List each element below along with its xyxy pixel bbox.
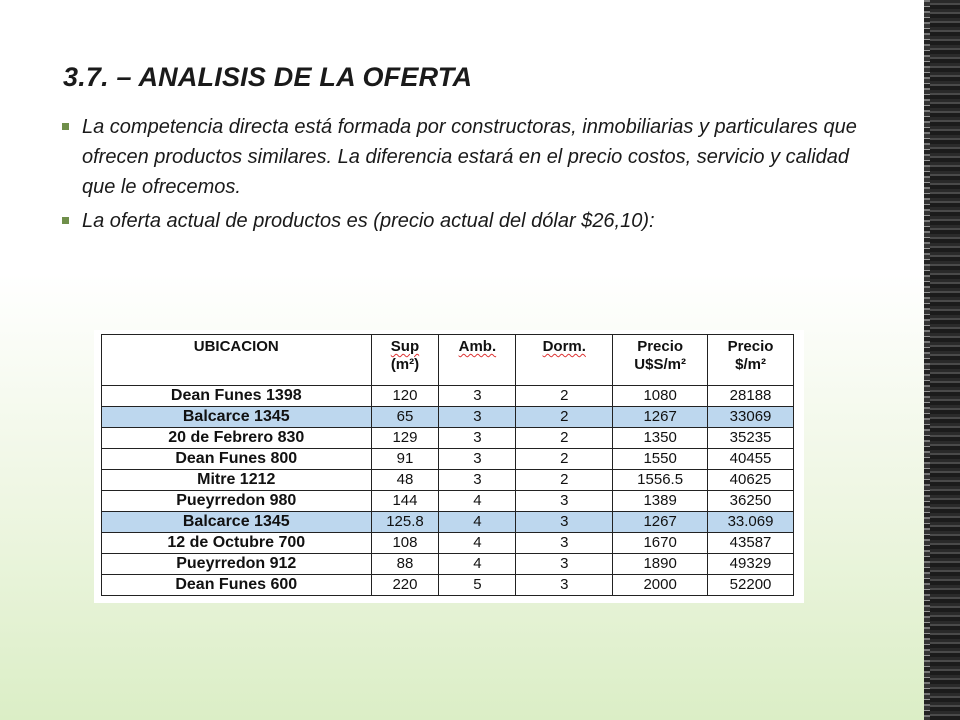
square-bullet-icon xyxy=(62,123,69,130)
cell-dorm: 3 xyxy=(516,533,613,554)
cell-dorm: 2 xyxy=(516,470,613,491)
table-row xyxy=(102,491,794,512)
cell-amb: 4 xyxy=(439,533,516,554)
bullet-text: La competencia directa está formada por constructoras, inmobiliarias y particulares que ofrecen productos similares. La diferencia estará en el precio costos, servicio y calidad que le ofrecemos. xyxy=(82,116,857,198)
header-precio-usd: Precio U$S/m² xyxy=(613,335,708,386)
cell-sup: 91 xyxy=(371,449,439,470)
offer-table-image xyxy=(94,330,804,603)
cell-dorm: 3 xyxy=(516,554,613,575)
header-sup: Sup (m²) xyxy=(371,335,439,386)
cell-ubicacion: 20 de Febrero 830 xyxy=(102,428,372,449)
header-dorm: Dorm. xyxy=(516,335,613,386)
offer-table xyxy=(101,334,794,596)
cell-dorm: 3 xyxy=(516,512,613,533)
cell-dorm: 2 xyxy=(516,407,613,428)
cell-sup: 108 xyxy=(371,533,439,554)
cell-sup: 144 xyxy=(371,491,439,512)
header-ubicacion: UBICACION xyxy=(102,335,372,386)
bullet-item xyxy=(60,112,860,202)
cell-precio-ars: 40625 xyxy=(708,470,794,491)
table-row xyxy=(102,533,794,554)
cell-precio-ars: 49329 xyxy=(708,554,794,575)
cell-precio-usd: 1267 xyxy=(613,512,708,533)
cell-dorm: 3 xyxy=(516,575,613,596)
cell-amb: 4 xyxy=(439,554,516,575)
cell-precio-ars: 52200 xyxy=(708,575,794,596)
cell-precio-usd: 1080 xyxy=(613,386,708,407)
bullet-list xyxy=(60,112,860,240)
cell-ubicacion: 12 de Octubre 700 xyxy=(102,533,372,554)
cell-sup: 88 xyxy=(371,554,439,575)
header-amb: Amb. xyxy=(439,335,516,386)
table-header-row xyxy=(102,335,794,386)
cell-sup: 48 xyxy=(371,470,439,491)
cell-precio-ars: 40455 xyxy=(708,449,794,470)
cell-dorm: 3 xyxy=(516,491,613,512)
cell-precio-ars: 35235 xyxy=(708,428,794,449)
decorative-film-border xyxy=(924,0,960,720)
cell-amb: 3 xyxy=(439,386,516,407)
cell-precio-usd: 1556.5 xyxy=(613,470,708,491)
cell-ubicacion: Mitre 1212 xyxy=(102,470,372,491)
cell-precio-usd: 1550 xyxy=(613,449,708,470)
cell-sup: 65 xyxy=(371,407,439,428)
cell-precio-ars: 33.069 xyxy=(708,512,794,533)
table-row xyxy=(102,449,794,470)
cell-ubicacion: Pueyrredon 980 xyxy=(102,491,372,512)
table-row xyxy=(102,470,794,491)
cell-ubicacion: Dean Funes 1398 xyxy=(102,386,372,407)
cell-precio-usd: 2000 xyxy=(613,575,708,596)
cell-precio-ars: 28188 xyxy=(708,386,794,407)
cell-sup: 125.8 xyxy=(371,512,439,533)
cell-precio-usd: 1389 xyxy=(613,491,708,512)
cell-amb: 3 xyxy=(439,407,516,428)
cell-amb: 3 xyxy=(439,449,516,470)
cell-dorm: 2 xyxy=(516,449,613,470)
cell-amb: 5 xyxy=(439,575,516,596)
cell-sup: 120 xyxy=(371,386,439,407)
header-precio-ars: Precio $/m² xyxy=(708,335,794,386)
cell-ubicacion: Balcarce 1345 xyxy=(102,407,372,428)
cell-ubicacion: Balcarce 1345 xyxy=(102,512,372,533)
table-row xyxy=(102,512,794,533)
table-row xyxy=(102,575,794,596)
cell-ubicacion: Pueyrredon 912 xyxy=(102,554,372,575)
cell-precio-ars: 43587 xyxy=(708,533,794,554)
cell-precio-usd: 1267 xyxy=(613,407,708,428)
table-row xyxy=(102,386,794,407)
table-row xyxy=(102,407,794,428)
cell-precio-usd: 1670 xyxy=(613,533,708,554)
cell-precio-usd: 1350 xyxy=(613,428,708,449)
cell-amb: 3 xyxy=(439,470,516,491)
slide-title: 3.7. – ANALISIS DE LA OFERTA xyxy=(63,62,473,92)
cell-precio-usd: 1890 xyxy=(613,554,708,575)
square-bullet-icon xyxy=(62,217,69,224)
cell-dorm: 2 xyxy=(516,386,613,407)
cell-precio-ars: 33069 xyxy=(708,407,794,428)
bullet-item xyxy=(60,206,860,236)
cell-dorm: 2 xyxy=(516,428,613,449)
cell-amb: 4 xyxy=(439,512,516,533)
bullet-text: La oferta actual de productos es (precio actual del dólar $26,10): xyxy=(82,210,655,232)
cell-precio-ars: 36250 xyxy=(708,491,794,512)
cell-amb: 3 xyxy=(439,428,516,449)
cell-sup: 220 xyxy=(371,575,439,596)
cell-sup: 129 xyxy=(371,428,439,449)
cell-amb: 4 xyxy=(439,491,516,512)
table-row xyxy=(102,554,794,575)
table-row xyxy=(102,428,794,449)
cell-ubicacion: Dean Funes 800 xyxy=(102,449,372,470)
cell-ubicacion: Dean Funes 600 xyxy=(102,575,372,596)
